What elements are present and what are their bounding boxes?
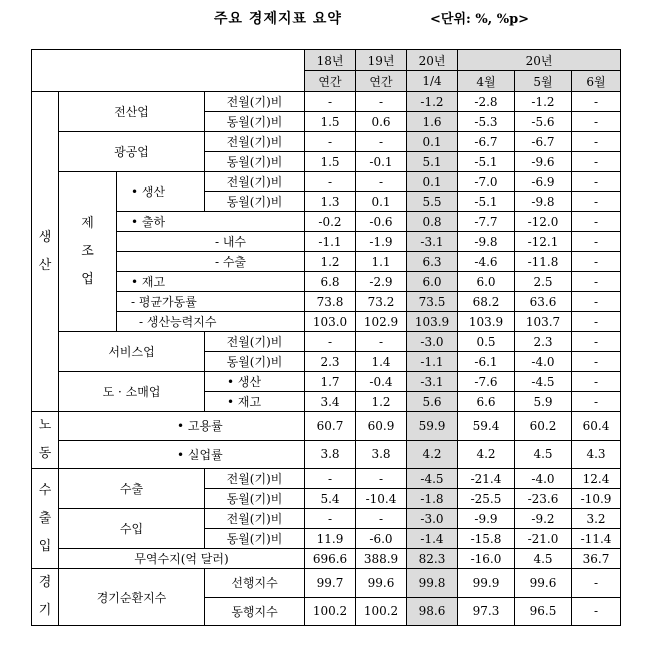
cell: 0.6 bbox=[356, 112, 407, 132]
cell: 1.4 bbox=[356, 352, 407, 372]
cell: 103.7 bbox=[515, 312, 572, 332]
cell: - bbox=[572, 312, 621, 332]
cell: -21.0 bbox=[515, 529, 572, 549]
cell: - bbox=[572, 112, 621, 132]
label-services: 서비스업 bbox=[59, 332, 205, 372]
cell: - bbox=[572, 569, 621, 598]
cell: 0.1 bbox=[407, 172, 458, 192]
cell: 6.0 bbox=[458, 272, 515, 292]
cell: 102.9 bbox=[356, 312, 407, 332]
cell: 5.1 bbox=[407, 152, 458, 172]
cell: -1.1 bbox=[305, 232, 356, 252]
cell: 60.2 bbox=[515, 412, 572, 441]
label-imports: 수입 bbox=[59, 509, 205, 549]
cell: 68.2 bbox=[458, 292, 515, 312]
label-mom: 전월(기)비 bbox=[205, 132, 305, 152]
cell: 12.4 bbox=[572, 469, 621, 489]
header-blank bbox=[32, 50, 305, 92]
cell: -0.1 bbox=[356, 152, 407, 172]
cell: - bbox=[572, 352, 621, 372]
cell: 99.6 bbox=[356, 569, 407, 598]
cell: -11.4 bbox=[572, 529, 621, 549]
cell: - bbox=[356, 509, 407, 529]
cell: -1.2 bbox=[515, 92, 572, 112]
header-sub-apr: 4월 bbox=[458, 71, 515, 92]
cell: - bbox=[572, 92, 621, 112]
cell: 59.4 bbox=[458, 412, 515, 441]
cell: -3.1 bbox=[407, 372, 458, 392]
cell: -5.3 bbox=[458, 112, 515, 132]
cell: 5.5 bbox=[407, 192, 458, 212]
cell: -1.2 bbox=[407, 92, 458, 112]
label-retail-production: • 생산 bbox=[205, 372, 305, 392]
label-yoy: 동월(기)비 bbox=[205, 352, 305, 372]
cell: 0.1 bbox=[356, 192, 407, 212]
label-mfg-production: • 생산 bbox=[117, 172, 205, 212]
section-trade: 수 출 입 bbox=[32, 469, 59, 569]
cell: 1.5 bbox=[305, 152, 356, 172]
cell: -12.0 bbox=[515, 212, 572, 232]
cell: -6.0 bbox=[356, 529, 407, 549]
cell: 103.9 bbox=[407, 312, 458, 332]
cell: 36.7 bbox=[572, 549, 621, 569]
cell: 0.8 bbox=[407, 212, 458, 232]
cell: 4.2 bbox=[458, 440, 515, 469]
label-retail-inventory: • 재고 bbox=[205, 392, 305, 412]
cell: 5.9 bbox=[515, 392, 572, 412]
cell: 4.3 bbox=[572, 440, 621, 469]
cell: -1.8 bbox=[407, 489, 458, 509]
cell: - bbox=[305, 469, 356, 489]
label-mom: 전월(기)비 bbox=[205, 509, 305, 529]
cell: - bbox=[572, 232, 621, 252]
cell: 59.9 bbox=[407, 412, 458, 441]
cell: 3.4 bbox=[305, 392, 356, 412]
cell: 6.8 bbox=[305, 272, 356, 292]
cell: -0.6 bbox=[356, 212, 407, 232]
label-inventory: • 재고 bbox=[117, 272, 305, 292]
cell: - bbox=[356, 172, 407, 192]
cell: -6.7 bbox=[458, 132, 515, 152]
cell: -12.1 bbox=[515, 232, 572, 252]
header-sub-annual-19: 연간 bbox=[356, 71, 407, 92]
cell: -1.4 bbox=[407, 529, 458, 549]
cell: 60.4 bbox=[572, 412, 621, 441]
header-col-2018: 18년 bbox=[305, 50, 356, 71]
label-capacity: - 생산능력지수 bbox=[117, 312, 305, 332]
cell: 2.3 bbox=[515, 332, 572, 352]
cell: -7.7 bbox=[458, 212, 515, 232]
cell: 11.9 bbox=[305, 529, 356, 549]
cell: -4.5 bbox=[515, 372, 572, 392]
cell: 60.7 bbox=[305, 412, 356, 441]
cell: -4.6 bbox=[458, 252, 515, 272]
cell: 1.5 bbox=[305, 112, 356, 132]
cell: -0.4 bbox=[356, 372, 407, 392]
label-all-industry: 전산업 bbox=[59, 92, 205, 132]
cell: -5.6 bbox=[515, 112, 572, 132]
cell: -5.1 bbox=[458, 192, 515, 212]
cell: -1.1 bbox=[407, 352, 458, 372]
cell: 0.5 bbox=[458, 332, 515, 352]
cell: -9.2 bbox=[515, 509, 572, 529]
cell: 5.4 bbox=[305, 489, 356, 509]
cell: -3.0 bbox=[407, 332, 458, 352]
section-business: 경 기 bbox=[32, 569, 59, 626]
cell: 4.5 bbox=[515, 440, 572, 469]
cell: 103.0 bbox=[305, 312, 356, 332]
cell: -10.9 bbox=[572, 489, 621, 509]
cell: -11.8 bbox=[515, 252, 572, 272]
cell: 388.9 bbox=[356, 549, 407, 569]
cell: 1.2 bbox=[356, 392, 407, 412]
cell: -9.8 bbox=[458, 232, 515, 252]
label-op-rate: - 평균가동률 bbox=[117, 292, 305, 312]
cell: 99.6 bbox=[515, 569, 572, 598]
header-col-2020-months: 20년 bbox=[458, 50, 621, 71]
label-export: - 수출 bbox=[117, 252, 305, 272]
label-yoy: 동월(기)비 bbox=[205, 152, 305, 172]
cell: 96.5 bbox=[515, 597, 572, 626]
cell: 1.1 bbox=[356, 252, 407, 272]
unit-note: <단위: %, %p> bbox=[430, 12, 530, 27]
header-sub-q1: 1/4 bbox=[407, 71, 458, 92]
cell: 6.6 bbox=[458, 392, 515, 412]
cell: 97.3 bbox=[458, 597, 515, 626]
label-mom: 전월(기)비 bbox=[205, 332, 305, 352]
label-trade-balance: 무역수지(억 달러) bbox=[59, 549, 305, 569]
label-coincident: 동행지수 bbox=[205, 597, 305, 626]
label-mom: 전월(기)비 bbox=[205, 469, 305, 489]
cell: -0.2 bbox=[305, 212, 356, 232]
cell: -21.4 bbox=[458, 469, 515, 489]
label-mining: 광공업 bbox=[59, 132, 205, 172]
cell: -7.6 bbox=[458, 372, 515, 392]
cell: - bbox=[356, 92, 407, 112]
cell: - bbox=[572, 172, 621, 192]
cell: 696.6 bbox=[305, 549, 356, 569]
cell: - bbox=[572, 132, 621, 152]
cell: - bbox=[572, 392, 621, 412]
section-labor: 노 동 bbox=[32, 412, 59, 469]
indicator-table bbox=[31, 49, 621, 626]
cell: - bbox=[572, 372, 621, 392]
cell: 2.3 bbox=[305, 352, 356, 372]
cell: -23.6 bbox=[515, 489, 572, 509]
cell: 98.6 bbox=[407, 597, 458, 626]
label-shipment: • 출하 bbox=[117, 212, 305, 232]
header-col-2020: 20년 bbox=[407, 50, 458, 71]
cell: -2.8 bbox=[458, 92, 515, 112]
cell: - bbox=[305, 509, 356, 529]
cell: -9.6 bbox=[515, 152, 572, 172]
label-yoy: 동월(기)비 bbox=[205, 529, 305, 549]
cell: 100.2 bbox=[305, 597, 356, 626]
cell: 1.2 bbox=[305, 252, 356, 272]
label-mom: 전월(기)비 bbox=[205, 92, 305, 112]
cell: - bbox=[305, 332, 356, 352]
cell: 6.0 bbox=[407, 272, 458, 292]
cell: 63.6 bbox=[515, 292, 572, 312]
cell: -3.0 bbox=[407, 509, 458, 529]
cell: -2.9 bbox=[356, 272, 407, 292]
cell: 73.2 bbox=[356, 292, 407, 312]
cell: -9.8 bbox=[515, 192, 572, 212]
header-sub-may: 5월 bbox=[515, 71, 572, 92]
cell: - bbox=[572, 292, 621, 312]
cell: - bbox=[356, 469, 407, 489]
cell: - bbox=[356, 332, 407, 352]
cell: -15.8 bbox=[458, 529, 515, 549]
label-retail: 도 · 소매업 bbox=[59, 372, 205, 412]
cell: -7.0 bbox=[458, 172, 515, 192]
cell: -16.0 bbox=[458, 549, 515, 569]
cell: 3.2 bbox=[572, 509, 621, 529]
label-mom: 전월(기)비 bbox=[205, 172, 305, 192]
cell: 99.8 bbox=[407, 569, 458, 598]
cell: - bbox=[572, 597, 621, 626]
cell: 1.6 bbox=[407, 112, 458, 132]
header-sub-jun: 6월 bbox=[572, 71, 621, 92]
cell: - bbox=[572, 152, 621, 172]
cell: 82.3 bbox=[407, 549, 458, 569]
label-employment: • 고용률 bbox=[59, 412, 305, 441]
label-leading: 선행지수 bbox=[205, 569, 305, 598]
section-manufacturing: 제 조 업 bbox=[59, 172, 117, 332]
cell: - bbox=[572, 192, 621, 212]
cell: -6.9 bbox=[515, 172, 572, 192]
cell: -4.0 bbox=[515, 469, 572, 489]
cell: 3.8 bbox=[356, 440, 407, 469]
cell: 100.2 bbox=[356, 597, 407, 626]
label-domestic: - 내수 bbox=[117, 232, 305, 252]
cell: 3.8 bbox=[305, 440, 356, 469]
header-sub-annual-18: 연간 bbox=[305, 71, 356, 92]
cell: -6.1 bbox=[458, 352, 515, 372]
section-production: 생 산 bbox=[32, 92, 59, 412]
cell: 0.1 bbox=[407, 132, 458, 152]
cell: 2.5 bbox=[515, 272, 572, 292]
cell: - bbox=[305, 172, 356, 192]
page-title: 주요 경제지표 요약 bbox=[214, 11, 342, 27]
cell: 1.3 bbox=[305, 192, 356, 212]
cell: 4.5 bbox=[515, 549, 572, 569]
cell: - bbox=[305, 132, 356, 152]
cell: 73.8 bbox=[305, 292, 356, 312]
cell: -9.9 bbox=[458, 509, 515, 529]
label-unemployment: • 실업률 bbox=[59, 440, 305, 469]
cell: 60.9 bbox=[356, 412, 407, 441]
cell: -3.1 bbox=[407, 232, 458, 252]
cell: - bbox=[305, 92, 356, 112]
label-cycle-index: 경기순환지수 bbox=[59, 569, 205, 626]
label-yoy: 동월(기)비 bbox=[205, 489, 305, 509]
label-yoy: 동월(기)비 bbox=[205, 112, 305, 132]
cell: 99.9 bbox=[458, 569, 515, 598]
cell: 103.9 bbox=[458, 312, 515, 332]
cell: 99.7 bbox=[305, 569, 356, 598]
cell: 4.2 bbox=[407, 440, 458, 469]
cell: -4.5 bbox=[407, 469, 458, 489]
cell: -6.7 bbox=[515, 132, 572, 152]
cell: 1.7 bbox=[305, 372, 356, 392]
cell: -5.1 bbox=[458, 152, 515, 172]
cell: -1.9 bbox=[356, 232, 407, 252]
cell: -25.5 bbox=[458, 489, 515, 509]
cell: - bbox=[572, 272, 621, 292]
cell: 5.6 bbox=[407, 392, 458, 412]
cell: - bbox=[572, 332, 621, 352]
cell: - bbox=[572, 252, 621, 272]
cell: -10.4 bbox=[356, 489, 407, 509]
cell: - bbox=[356, 132, 407, 152]
cell: -4.0 bbox=[515, 352, 572, 372]
cell: 73.5 bbox=[407, 292, 458, 312]
cell: - bbox=[572, 212, 621, 232]
header-col-2019: 19년 bbox=[356, 50, 407, 71]
label-yoy: 동월(기)비 bbox=[205, 192, 305, 212]
cell: 6.3 bbox=[407, 252, 458, 272]
label-exports: 수출 bbox=[59, 469, 205, 509]
